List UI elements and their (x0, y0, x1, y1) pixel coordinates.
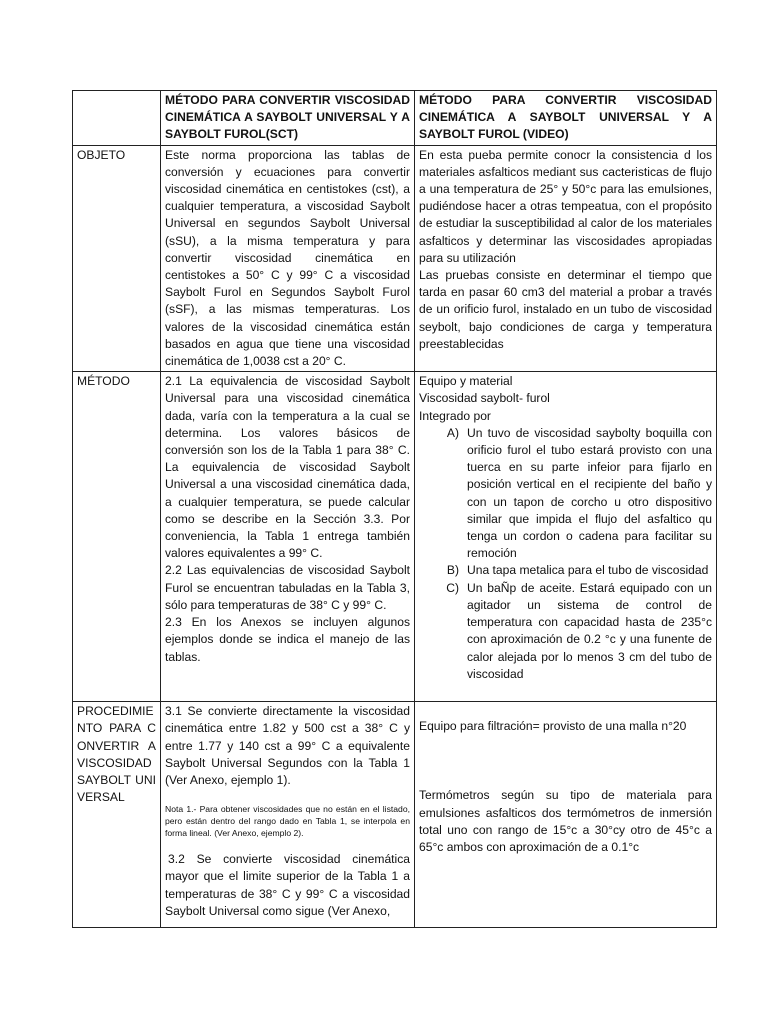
objeto-video-text (415, 145, 717, 372)
objeto-video-paragraph-1: En esta pueba permite conocr la consistencia d los materiales asfalticos mediant sus cacteristicas de flujo a una temperatura de 25° y 50°c para las emulsiones, pudiéndose hacer a otras tempeatua, con el propósito de estudiar la susceptibilidad al calor de los materiales asfalticos y determinar las viscosidades apropiadas para su utilización (419, 147, 712, 265)
list-item-text: Una tapa metalica para el tubo de viscosidad (467, 563, 709, 578)
procedimiento-sct-paragraph-2: 3.2 Se convierte viscosidad cinemática mayor que el limite superior de la Tabla 1 a temperaturas de 38° C y 99° C a viscosidad Saybolt Universal como sigue (Ver Anexo, (165, 852, 410, 918)
objeto-sct-text (161, 145, 415, 372)
metodo-sct-paragraph-3: 2.3 En los Anexos se incluyen algunos ejemplos donde se indica el manejo de las tablas. (165, 615, 410, 664)
metodo-sct-paragraph-2: 2.2 Las equivalencias de viscosidad Saybolt Furol se encuentran tabuladas en la Tabla 3, sólo para temperaturas de 38° C y 99° C. (165, 563, 410, 612)
metodo-video-line-2: Viscosidad saybolt- furol (419, 391, 550, 406)
header-sct: MÉTODO PARA CONVERTIR VISCOSIDAD CINEMÁTICA A SAYBOLT UNIVERSAL Y A SAYBOLT FUROL(SCT) (161, 91, 415, 146)
metodo-sct-paragraph-1: 2.1 La equivalencia de viscosidad Saybolt Universal para una viscosidad cinemática dada, varía con la temperatura a la cual se determina. Los valores básicos de conversión son los de la Tabla 1 para 38° C. La equivalencia de viscosidad Saybolt Universal a una viscosidad cinemática dada, a cualquier temperatura, se puede calcular como se describe en la Sección 3.3. Por conveniencia, la Tabla 1 entrega también valores equivalentes a 99° C. (165, 374, 410, 561)
table-row-metodo (73, 372, 717, 702)
header-video: MÉTODO PARA CONVERTIR VISCOSIDAD CINEMÁTICA A SAYBOLT UNIVERSAL Y A SAYBOLT FUROL (VIDEO) (415, 91, 717, 146)
procedimiento-sct-note: Nota 1.- Para obtener viscosidades que no están en el listado, pero están dentro del rango dado en Tabla 1, se interpola en forma lineal. (Ver Anexo, ejemplo 2). (165, 804, 410, 839)
objeto-sct-paragraph: Este norma proporciona las tablas de conversión y ecuaciones para convertir viscosidad cinemática en centistokes (cst), a cualquier temperatura, a viscosidad Saybolt Universal en segundos Saybolt Universal (sSU), a la misma temperatura y para convertir viscosidad cinemática en centistokes a 50° C y 99° C a viscosidad Saybolt Furol en Segundos Saybolt Furol (sSF), a las mismas temperaturas. Los valores de la viscosidad cinemática están basados en agua que tiene una viscosidad cinemática de 1,0038 cst a 20° C. (165, 147, 410, 369)
list-item (419, 580, 712, 683)
procedimiento-label: PROCEDIMIENTO PARA CONVERTIR A VISCOSIDAD SAYBOLT UNIVERSAL (77, 704, 156, 805)
metodo-sct-text (161, 372, 415, 702)
equipment-list (419, 425, 712, 683)
row-label-metodo: MÉTODO (73, 372, 161, 702)
metodo-video-text (415, 372, 717, 702)
list-item-text: Un baÑp de aceite. Estará equipado con un agitador un sistema de control de temperatura con capacidad hasta de 235°c con aproximación de 0.2 °c y una funente de calor alejada por lo menos 3 cm del tubo de viscosidad (467, 580, 712, 681)
procedimiento-sct-text (161, 702, 415, 928)
metodo-video-line-1: Equipo y material (419, 374, 513, 389)
row-label-objeto: OBJETO (73, 145, 161, 372)
header-empty-cell (73, 91, 161, 146)
procedimiento-video-paragraph-2: Termómetros según su tipo de materiala para emulsiones asfalticos dos termómetros de inmersión total uno con rango de 15°c a 30°cy otro de 45°c a 65°c ambos con aproximación de a 0.1°c (419, 788, 712, 855)
procedimiento-video-paragraph-1: Equipo para filtración= provisto de una malla n°20 (419, 719, 687, 734)
list-item-marker: A) (446, 425, 459, 440)
procedimiento-video-text (415, 702, 717, 928)
list-item-marker: C) (446, 580, 459, 595)
list-item-text: Un tuvo de viscosidad saybolty boquilla con orificio furol el tubo estará provisto con una tuerca en su parte infeior para fijarlo en posición vertical en el recipiente del baño y con un tapon de corcho u otro dispositivo similar que impida el flujo del asfaltico qu tenga un cordon o cadena para facilitar su remoción (467, 425, 712, 561)
procedimiento-sct-paragraph-1: 3.1 Se convierte directamente la viscosidad cinemática entre 1.82 y 500 cst a 38° C y entre 1.77 y 140 cst a 99° C a equivalente Saybolt Universal Segundos con la Tabla 1 (Ver Anexo, ejemplo 1). (165, 704, 410, 788)
comparison-table (72, 90, 717, 928)
table-header-row (73, 91, 717, 146)
objeto-video-paragraph-2: Las pruebas consiste en determinar el tiempo que tarda en pasar 60 cm3 del material a probar a través de un orificio furol, instalado en un tubo de viscosidad seybolt, bajo condiciones de carga y temperatura preestablecidas (419, 268, 712, 351)
list-item-marker: B) (446, 563, 459, 578)
row-label-procedimiento (73, 702, 161, 928)
metodo-video-line-3: Integrado por (419, 408, 491, 423)
list-item (419, 562, 712, 579)
table-row-procedimiento (73, 702, 717, 928)
list-item (419, 425, 712, 563)
table-row-objeto (73, 145, 717, 372)
